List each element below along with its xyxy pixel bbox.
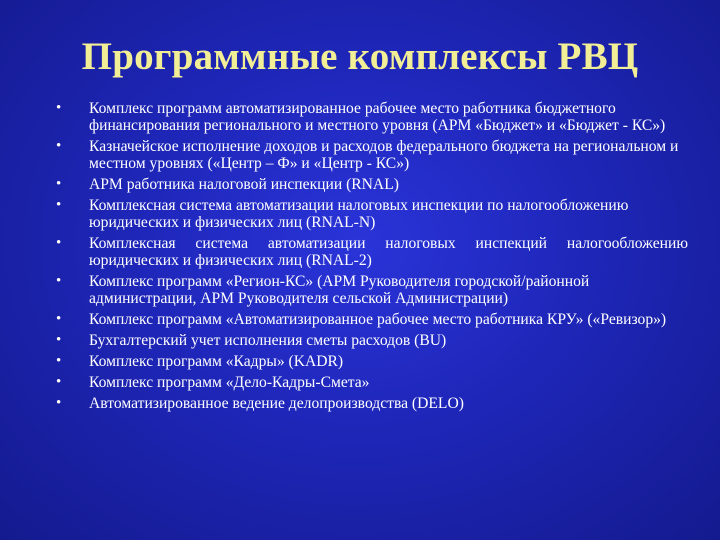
list-item: [56, 332, 688, 349]
list-item: [56, 311, 688, 328]
list-item: [56, 176, 688, 193]
bullet-icon: •: [56, 353, 62, 369]
bullet-icon: •: [56, 176, 62, 192]
list-item: [56, 273, 688, 307]
slide-title: Программные комплексы РВЦ: [81, 35, 639, 78]
list-item-text: Автоматизированное ведение делопроизводства (DELO): [89, 395, 464, 412]
list-item: [56, 235, 688, 269]
list-item: [56, 395, 688, 412]
bullet-icon: •: [56, 332, 62, 348]
list-item-text: Комплексная система автоматизации налоговых инспекции по налогообложению юридических и физических лиц (RNAL-N): [89, 197, 629, 231]
list-item: [56, 100, 688, 134]
list-item-text: Комплекс программ «Дело-Кадры-Смета»: [89, 374, 370, 391]
bullet-icon: •: [56, 311, 62, 327]
bullet-list: [56, 100, 688, 416]
bullet-icon: •: [56, 235, 62, 251]
list-item-text: Комплекс программ «Регион-КС» (АРМ Руководителя городской/районной администрации, АРМ Руководителя сельской Администрации): [89, 273, 590, 307]
bullet-icon: •: [56, 100, 62, 116]
list-item-text: Казначейское исполнение доходов и расходов федерального бюджета на региональном и местном уровнях («Центр – Ф» и «Центр - КС»): [89, 138, 679, 172]
list-item: [56, 197, 688, 231]
list-item: [56, 374, 688, 391]
bullet-icon: •: [56, 273, 62, 289]
list-item-text: Комплекс программ «Кадры» (KADR): [89, 353, 344, 370]
list-item-text: Комплексная система автоматизации налоговых инспекций налогообложению юридических и физических лиц (RNAL-2): [89, 235, 688, 269]
list-item-text: Комплекс программ «Автоматизированное рабочее место работника КРУ» («Ревизор»): [89, 311, 667, 328]
bullet-icon: •: [56, 138, 62, 154]
bullet-icon: •: [56, 374, 62, 390]
bullet-icon: •: [56, 395, 62, 411]
list-item: [56, 353, 688, 370]
list-item-text: Бухгалтерский учет исполнения сметы расходов (BU): [89, 332, 447, 349]
list-item-text: АРМ работника налоговой инспекции (RNAL): [89, 176, 399, 193]
list-item-text: Комплекс программ автоматизированное рабочее место работника бюджетного финансирования регионального и местного уровня (АРМ «Бюджет» и «Бюджет - КС»): [89, 100, 666, 134]
list-item: [56, 138, 688, 172]
bullet-icon: •: [56, 197, 62, 213]
